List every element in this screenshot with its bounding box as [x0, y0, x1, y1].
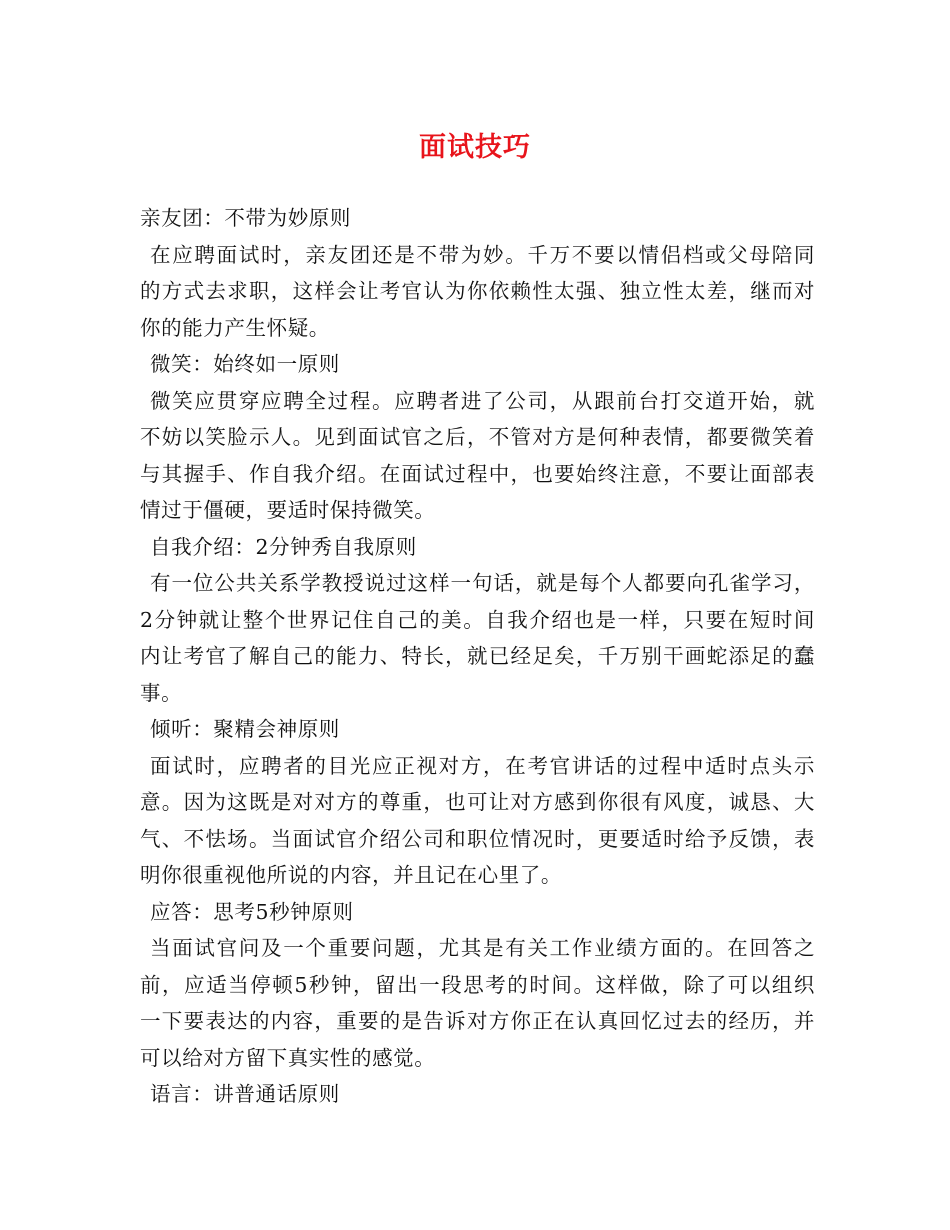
- paragraph-line: 2分钟就让整个世界记住自己的美。自我介绍也是一样，只要在短时间: [140, 607, 815, 632]
- paragraph-line: 面试时，应聘者的目光应正视对方，在考官讲话的过程中适时点头示: [150, 753, 815, 778]
- section-heading: 亲友团：不带为妙原则: [140, 206, 351, 230]
- paragraph-line: 情过于僵硬，要适时保持微笑。: [140, 498, 436, 522]
- page-title: 面试技巧: [419, 132, 531, 163]
- section-heading: 倾听：聚精会神原则: [150, 717, 340, 741]
- paragraph-line: 不妨以笑脸示人。见到面试官之后，不管对方是何种表情，都要微笑着: [140, 425, 815, 449]
- paragraph-line: 当面试官问及一个重要问题，尤其是有关工作业绩方面的。在回答之: [150, 936, 815, 960]
- paragraph-line: 明你很重视他所说的内容，并且记在心里了。: [140, 863, 562, 887]
- paragraph-line: 与其握手、作自我介绍。在面试过程中，也要始终注意，不要让面部表: [140, 461, 815, 486]
- paragraph-line: 气、不怯场。当面试官介绍公司和职位情况时，更要适时给予反馈，表: [140, 826, 815, 851]
- paragraph-line: 有一位公共关系学教授说过这样一句话，就是每个人都要向孔雀学习，: [150, 571, 815, 595]
- section-heading: 自我介绍：2分钟秀自我原则: [150, 534, 417, 559]
- paragraph-line: 在应聘面试时，亲友团还是不带为妙。千万不要以情侣档或父母陪同: [150, 242, 815, 267]
- paragraph-line: 意。因为这既是对对方的尊重，也可让对方感到你很有风度，诚恳、大: [140, 790, 815, 814]
- paragraph-line: 一下要表达的内容，重要的是告诉对方你正在认真回忆过去的经历，并: [140, 1009, 815, 1033]
- paragraph-line: 可以给对方留下真实性的感觉。: [140, 1045, 436, 1070]
- paragraph-line: 内让考官了解自己的能力、特长，就已经足矣，千万别干画蛇添足的蠢: [140, 644, 815, 668]
- section-heading: 微笑：始终如一原则: [150, 352, 340, 376]
- paragraph-line: 微笑应贯穿应聘全过程。应聘者进了公司，从跟前台打交道开始，就: [150, 388, 815, 413]
- section-heading: 语言：讲普通话原则: [150, 1082, 340, 1106]
- document-body: [140, 200, 815, 1113]
- paragraph-line: 事。: [140, 680, 183, 705]
- section-heading: 应答：思考5秒钟原则: [150, 899, 354, 924]
- paragraph-line: 你的能力产生怀疑。: [140, 315, 330, 340]
- paragraph-line: 的方式去求职，这样会让考官认为你依赖性太强、独立性太差，继而对: [140, 279, 815, 303]
- paragraph-line: 前，应适当停顿5秒钟，留出一段思考的时间。这样做，除了可以组织: [140, 972, 815, 997]
